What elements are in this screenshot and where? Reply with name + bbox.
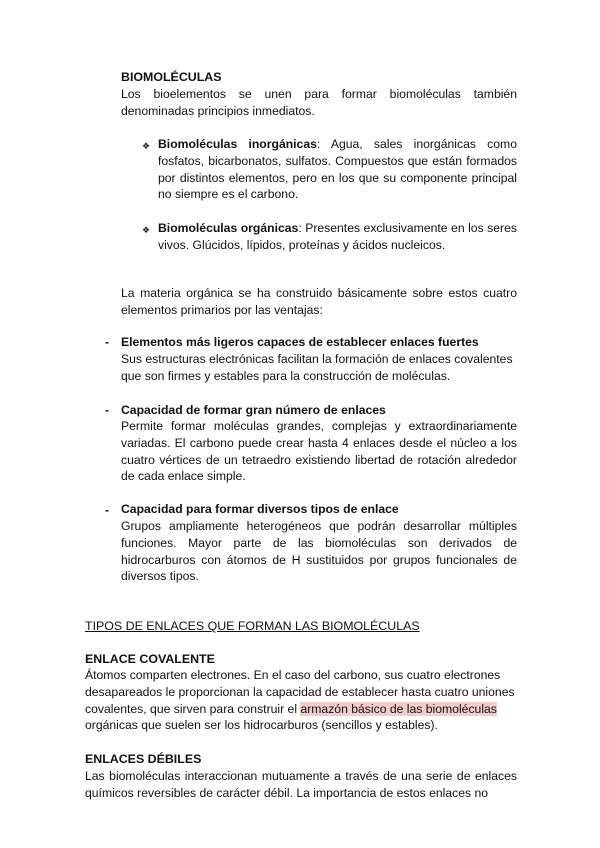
diamond-bullet-icon: ❖ bbox=[142, 141, 151, 151]
diamond-bullet-icon: ❖ bbox=[142, 225, 151, 235]
bullet-organic bbox=[158, 220, 517, 254]
tipos-enlaces-heading: TIPOS DE ENLACES QUE FORMAN LAS BIOMOLÉCULAS bbox=[85, 619, 420, 633]
bullet-inorganic bbox=[158, 136, 517, 203]
advantage-3-text: Grupos ampliamente heterogéneos que podrán desarrollar múltiples funciones. Mayor parte de las biomoléculas son derivados de hidrocarburos con átomos de H sustituidos por grupos funcionales de diversos tipos. bbox=[121, 519, 517, 584]
doc-title: BIOMOLÉCULAS bbox=[121, 70, 222, 84]
advantage-2-title: Capacidad de formar gran número de enlaces bbox=[121, 403, 386, 417]
highlighted-phrase: armazón básico de las biomoléculas bbox=[300, 701, 497, 716]
materia-paragraph: La materia orgánica se ha construido básicamente sobre estos cuatro elementos primarios por las ventajas: bbox=[121, 286, 517, 317]
list-dash: - bbox=[105, 403, 110, 417]
advantage-2-text: Permite formar moléculas grandes, complejas y extraordinariamente variadas. El carbono puede crear hasta 4 enlaces desde el núcleo a los cuatro vértices de un tetraedro existiendo libertad de rotación alrededor de cada enlace simple. bbox=[121, 419, 517, 484]
advantage-1-text: Sus estructuras electrónicas facilitan la formación de enlaces covalentes que son firmes y estables para la construcción de moléculas. bbox=[121, 352, 513, 383]
bullet-inorganic-text: : Agua, sales inorgánicas como fosfatos, bicarbonatos, sulfatos. Compuestos que están formados por distintos elementos, pero en los que su componente principal no siempre es el carbono. bbox=[158, 137, 517, 202]
covalente-text-start: Átomos comparten electrones. En el caso del carbono, sus cuatro electrones desapareados le proporcionan la capacidad de establecer hasta cuatro uniones covalentes, que sirven para construir el bbox=[85, 668, 515, 716]
list-dash: - bbox=[105, 335, 110, 349]
enlaces-debiles-heading: ENLACES DÉBILES bbox=[85, 752, 202, 766]
enlace-covalente-heading: ENLACE COVALENTE bbox=[85, 652, 215, 666]
bullet-organic-text: : Presentes exclusivamente en los seres vivos. Glúcidos, lípidos, proteínas y ácidos nucleicos. bbox=[158, 221, 517, 252]
intro-paragraph: Los bioelementos se unen para formar biomoléculas también denominadas principios inmediatos. bbox=[121, 87, 517, 118]
bullet-organic-title: Biomoléculas orgánicas bbox=[158, 221, 299, 235]
advantage-3-title: Capacidad para formar diversos tipos de enlace bbox=[121, 502, 399, 516]
list-dash: - bbox=[105, 503, 110, 517]
enlaces-debiles-text: Las biomoléculas interaccionan mutuamente a través de una serie de enlaces químicos reversibles de carácter débil. La importancia de estos enlaces no bbox=[85, 769, 517, 800]
enlace-covalente-text bbox=[85, 667, 519, 734]
advantage-1-title: Elementos más ligeros capaces de establecer enlaces fuertes bbox=[121, 335, 479, 349]
covalente-text-end: orgánicas que suelen ser los hidrocarburos (sencillos y estables). bbox=[85, 718, 438, 733]
bullet-inorganic-title: Biomoléculas inorgánicas bbox=[158, 137, 317, 151]
